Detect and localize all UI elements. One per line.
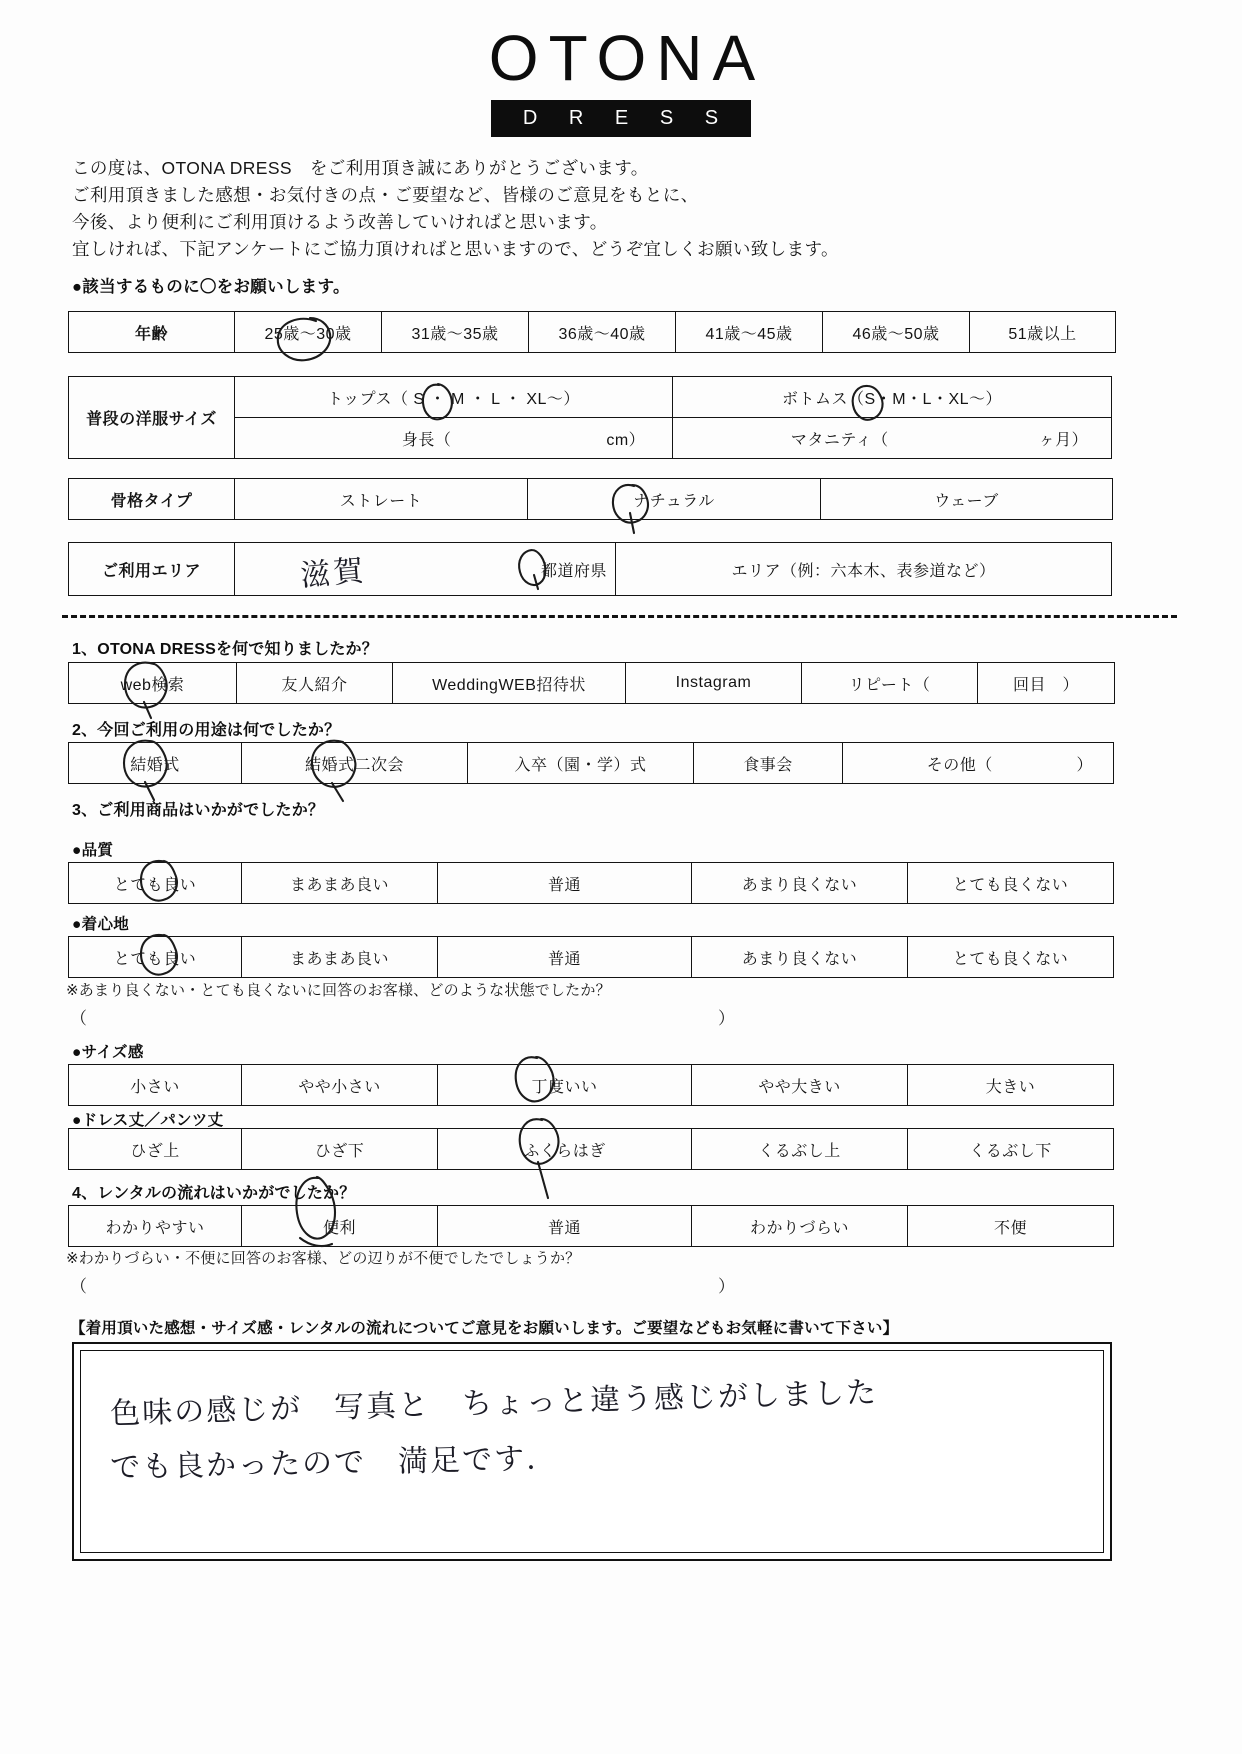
table-row bbox=[69, 543, 1112, 596]
q4-table bbox=[68, 1205, 1114, 1247]
q4-title: 4、レンタルの流れはいかがでしたか？ bbox=[72, 1185, 356, 1202]
age-table bbox=[68, 311, 1116, 353]
intro-line-4: 宜しければ、下記アンケートにご協力頂ければと思いますので、どうぞ宜しくお願い致します。 bbox=[72, 239, 839, 259]
prefecture-cell[interactable] bbox=[235, 543, 616, 596]
maternity-cell[interactable] bbox=[673, 418, 1112, 459]
length-option-4[interactable]: くるぶし下 bbox=[908, 1129, 1114, 1170]
q3-size-heading: ●サイズ感 bbox=[72, 1044, 144, 1061]
table-row bbox=[69, 1129, 1114, 1170]
maternity-unit: ヶ月） bbox=[1038, 431, 1089, 449]
clothing-size-table bbox=[68, 376, 1112, 459]
bottoms-opt-l[interactable]: L bbox=[922, 390, 932, 408]
q1-option-5[interactable]: 回目 ） bbox=[978, 663, 1115, 704]
comfort-option-1[interactable]: まあまあ良い bbox=[242, 937, 438, 978]
q1-option-3[interactable]: Instagram bbox=[626, 663, 802, 704]
table-row bbox=[69, 312, 1116, 353]
q3-length-heading: ●ドレス丈／パンツ丈 bbox=[72, 1112, 224, 1129]
q2-option-1[interactable]: 結婚式二次会 bbox=[242, 743, 468, 784]
maternity-label: マタニティ（ bbox=[790, 431, 889, 449]
age-option-1[interactable]: 31歳〜35歳 bbox=[382, 312, 529, 353]
tops-size-cell[interactable]: トップス（ S ・ M ・ L ・ XL〜） bbox=[235, 377, 673, 418]
age-option-5[interactable]: 51歳以上 bbox=[970, 312, 1116, 353]
q3-quality-heading: ●品質 bbox=[72, 842, 114, 859]
comfort-note: ※あまり良くない・とても良くないに回答のお客様、どのような状態でしたか？ bbox=[66, 982, 611, 999]
age-label: 年齢 bbox=[69, 312, 235, 353]
q3-title: 3、ご利用商品はいかがでしたか？ bbox=[72, 802, 325, 819]
sep: ・ bbox=[906, 390, 923, 408]
age-option-3[interactable]: 41歳〜45歳 bbox=[676, 312, 823, 353]
length-option-1[interactable]: ひざ下 bbox=[242, 1129, 438, 1170]
height-unit: cm） bbox=[606, 431, 646, 449]
body-type-option-2[interactable]: ウェーブ bbox=[821, 479, 1113, 520]
intro-line-2: ご利用頂きました感想・お気付きの点・ご要望など、皆様のご意見をもとに、 bbox=[72, 185, 699, 205]
body-type-option-0[interactable]: ストレート bbox=[235, 479, 528, 520]
bottoms-opt-xl[interactable]: XL〜） bbox=[948, 390, 1003, 408]
size-option-0[interactable]: 小さい bbox=[69, 1065, 242, 1106]
dashed-separator bbox=[62, 615, 1177, 618]
table-row bbox=[69, 937, 1114, 978]
q4-answer-close: ） bbox=[718, 1277, 735, 1296]
comfort-option-3[interactable]: あまり良くない bbox=[692, 937, 908, 978]
area-table bbox=[68, 542, 1112, 596]
size-option-3[interactable]: やや大きい bbox=[692, 1065, 908, 1106]
sep: ・ bbox=[931, 390, 949, 408]
table-row bbox=[69, 479, 1113, 520]
q1-option-0[interactable]: web検索 bbox=[69, 663, 237, 704]
height-cell[interactable] bbox=[235, 418, 673, 459]
table-row bbox=[69, 1206, 1114, 1247]
clothing-size-label: 普段の洋服サイズ bbox=[69, 377, 235, 459]
q1-option-1[interactable]: 友人紹介 bbox=[237, 663, 393, 704]
intro-line-3: 今後、より便利にご利用頂けるよう改善していければと思います。 bbox=[72, 212, 608, 232]
body-type-table bbox=[68, 478, 1113, 520]
logo-otona-text: OTONA bbox=[488, 22, 766, 94]
handwritten-comment-line-1: 色味の感じが 写真と ちょっと違う感じがしました bbox=[109, 1375, 879, 1432]
comfort-option-0[interactable]: とても良い bbox=[69, 937, 242, 978]
q2-option-0[interactable]: 結婚式 bbox=[69, 743, 242, 784]
q1-title: 1、OTONA DRESSを何で知りましたか？ bbox=[72, 641, 378, 658]
comfort-answer-open: （ bbox=[70, 1009, 87, 1028]
q4-option-0[interactable]: わかりやすい bbox=[69, 1206, 242, 1247]
free-comment-heading: 【着用頂いた感想・サイズ感・レンタルの流れについてご意見をお願いします。ご要望などもお気軽に書いて下さい】 bbox=[70, 1320, 899, 1337]
q4-option-1[interactable]: 便利 bbox=[242, 1206, 438, 1247]
table-row bbox=[69, 1065, 1114, 1106]
age-option-4[interactable]: 46歳〜50歳 bbox=[823, 312, 970, 353]
q2-table bbox=[68, 742, 1114, 784]
q2-option-3[interactable]: 食事会 bbox=[694, 743, 843, 784]
area-example-cell[interactable]: エリア（例：六本木、表参道など） bbox=[616, 543, 1112, 596]
q1-option-2[interactable]: WeddingWEB招待状 bbox=[393, 663, 626, 704]
q1-table bbox=[68, 662, 1115, 704]
intro-line-1: この度は、OTONA DRESS をご利用頂き誠にありがとうございます。 bbox=[72, 158, 649, 178]
bottoms-paren-open: （ bbox=[847, 390, 865, 408]
body-type-option-1[interactable]: ナチュラル bbox=[528, 479, 821, 520]
handwritten-prefecture: 滋賀 bbox=[298, 553, 368, 594]
q4-answer-open: （ bbox=[70, 1277, 87, 1296]
comfort-option-2[interactable]: 普通 bbox=[438, 937, 692, 978]
bottoms-opt-m[interactable]: M bbox=[892, 390, 907, 408]
bottoms-opt-s[interactable]: S bbox=[864, 390, 876, 408]
table-row bbox=[69, 663, 1115, 704]
size-option-4[interactable]: 大きい bbox=[908, 1065, 1114, 1106]
prefecture-label: 都道府県 bbox=[540, 562, 607, 580]
length-option-3[interactable]: くるぶし上 bbox=[692, 1129, 908, 1170]
q2-option-4[interactable] bbox=[843, 743, 1114, 784]
length-option-2[interactable]: ふくらはぎ bbox=[438, 1129, 692, 1170]
size-option-1[interactable]: やや小さい bbox=[242, 1065, 438, 1106]
quality-option-2[interactable]: 普通 bbox=[438, 863, 692, 904]
q4-option-3[interactable]: わかりづらい bbox=[692, 1206, 908, 1247]
size-option-2[interactable]: 丁度いい bbox=[438, 1065, 692, 1106]
handwritten-comment-line-2: でも良かったので 満足です. bbox=[109, 1441, 538, 1486]
age-option-0[interactable]: 25歳〜30歳 bbox=[235, 312, 382, 353]
q3-size-table bbox=[68, 1064, 1114, 1106]
table-row bbox=[69, 863, 1114, 904]
length-option-0[interactable]: ひざ上 bbox=[69, 1129, 242, 1170]
q3-length-table bbox=[68, 1128, 1114, 1170]
table-row bbox=[69, 377, 1112, 418]
q2-option-2[interactable]: 入卒（園・学）式 bbox=[468, 743, 694, 784]
q4-note: ※わかりづらい・不便に回答のお客様、どの辺りが不便でしたでしょうか？ bbox=[66, 1250, 581, 1267]
q1-option-4[interactable]: リピート（ bbox=[802, 663, 978, 704]
circle-instruction: ●該当するものに〇をお願いします。 bbox=[72, 278, 350, 296]
brand-logo bbox=[0, 22, 1242, 137]
q2-other-label: その他（ bbox=[926, 756, 993, 774]
quality-option-4[interactable]: とても良くない bbox=[908, 863, 1114, 904]
body-type-label: 骨格タイプ bbox=[69, 479, 235, 520]
height-label: 身長（ bbox=[401, 431, 452, 449]
q2-title: 2、今回ご利用の用途は何でしたか？ bbox=[72, 722, 341, 739]
q3-quality-table bbox=[68, 862, 1114, 904]
q4-option-2[interactable]: 普通 bbox=[438, 1206, 692, 1247]
table-row bbox=[69, 743, 1114, 784]
quality-option-3[interactable]: あまり良くない bbox=[692, 863, 908, 904]
quality-option-1[interactable]: まあまあ良い bbox=[242, 863, 438, 904]
q3-comfort-heading: ●着心地 bbox=[72, 916, 130, 933]
bottoms-label: ボトムス bbox=[781, 390, 848, 408]
sep: ・ bbox=[875, 390, 893, 408]
q4-option-4[interactable]: 不便 bbox=[908, 1206, 1114, 1247]
area-label: ご利用エリア bbox=[69, 543, 235, 596]
comfort-answer-close: ） bbox=[718, 1009, 735, 1028]
intro-paragraph bbox=[72, 155, 839, 263]
logo-dress-text: D R E S S bbox=[491, 100, 751, 137]
q2-other-close: ） bbox=[1076, 756, 1093, 774]
age-option-2[interactable]: 36歳〜40歳 bbox=[529, 312, 676, 353]
quality-option-0[interactable]: とても良い bbox=[69, 863, 242, 904]
comfort-option-4[interactable]: とても良くない bbox=[908, 937, 1114, 978]
q3-comfort-table bbox=[68, 936, 1114, 978]
bottoms-size-cell[interactable] bbox=[673, 377, 1112, 418]
